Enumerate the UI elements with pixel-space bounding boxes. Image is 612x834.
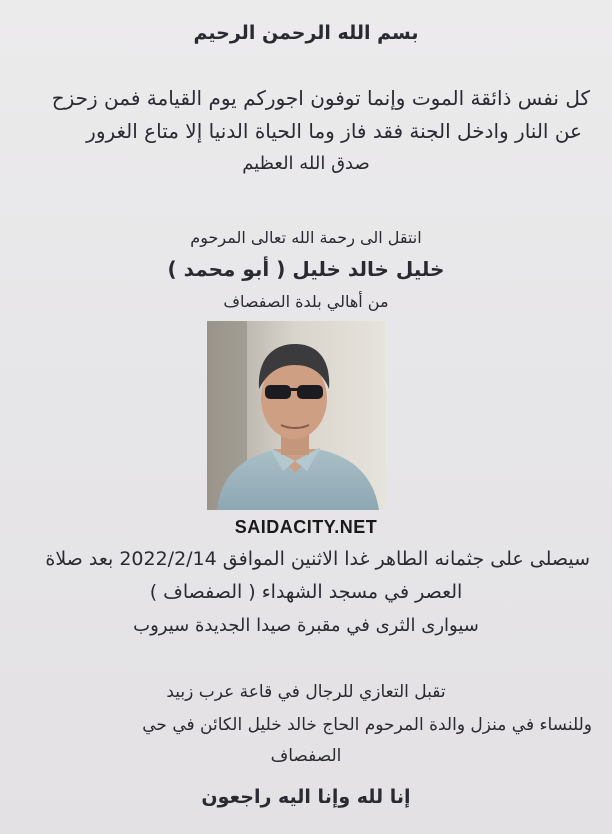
closing-phrase: إنا لله وإنا اليه راجعون [201, 786, 411, 808]
condolences-women-location: الصفصاف [270, 746, 342, 766]
basmala: بسم الله الرحمن الرحيم [193, 22, 419, 44]
website-watermark: SAIDACITY.NET [234, 517, 378, 537]
burial-location: سيوارى الثرى في مقبرة صيدا الجديدة سيروب [133, 615, 479, 636]
deceased-name: خليل خالد خليل ( أبو محمد ) [167, 257, 445, 281]
quran-verse-closing: صدق الله العظيم [242, 153, 370, 174]
deceased-intro: انتقل الى رحمة الله تعالى المرحوم [190, 228, 422, 247]
condolences-women: وللنساء في منزل والدة المرحوم الحاج خالد خليل الكائن في حي [142, 715, 592, 735]
quran-verse-line-1: كل نفس ذائقة الموت وإنما توفون اجوركم يوم القيامة فمن زحزح [51, 86, 590, 110]
funeral-prayer-line-2: العصر في مسجد الشهداء ( الصفصاف ) [149, 581, 463, 603]
deceased-origin: من أهالي بلدة الصفصاف [223, 292, 389, 311]
funeral-prayer-line-1: سيصلى على جثمانه الطاهر غدا الاثنين الموافق 2022/2/14 بعد صلاة [45, 548, 590, 570]
deceased-photo [207, 321, 385, 510]
portrait-image [207, 321, 385, 510]
condolences-men: تقبل التعازي للرجال في قاعة عرب زبيد [166, 682, 446, 702]
quran-verse-line-2: عن النار وادخل الجنة فقد فاز وما الحياة الدنيا إلا متاع الغرور [86, 119, 582, 143]
